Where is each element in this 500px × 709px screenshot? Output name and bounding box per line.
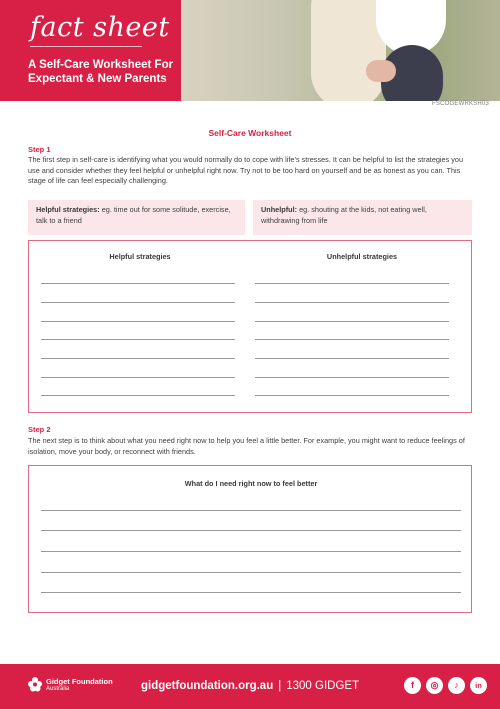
helpful-example-text: eg. time out for some solitude, exercise, talk to a friend (36, 205, 231, 225)
unhelpful-write-line[interactable] (255, 302, 449, 303)
linkedin-icon[interactable]: in (470, 677, 487, 694)
needs-write-line[interactable] (41, 551, 461, 552)
unhelpful-write-line[interactable] (255, 339, 449, 340)
page-title: Self-Care Worksheet (208, 128, 292, 138)
unhelpful-write-line[interactable] (255, 283, 449, 284)
unhelpful-column-heading: Unhelpful strategies (326, 252, 398, 261)
footer-contact (141, 680, 359, 692)
instagram-icon[interactable]: ◎ (426, 677, 443, 694)
header-photo (181, 0, 500, 101)
step2-label: Step 2 (28, 425, 51, 434)
unhelpful-write-line[interactable] (255, 321, 449, 322)
needs-write-line[interactable] (41, 510, 461, 511)
helpful-example-label: Helpful strategies: (36, 205, 100, 214)
phone-number[interactable]: 1300 GIDGET (286, 680, 360, 692)
helpful-write-line[interactable] (41, 339, 235, 340)
helpful-column-heading: Helpful strategies (109, 252, 171, 261)
unhelpful-write-line[interactable] (255, 358, 449, 359)
helpful-write-line[interactable] (41, 358, 235, 359)
contact-separator: | (278, 680, 282, 692)
helpful-write-line[interactable] (41, 377, 235, 378)
helpful-write-line[interactable] (41, 321, 235, 322)
wordmark-underline (30, 46, 142, 47)
helpful-write-line[interactable] (41, 283, 235, 284)
step2-text: The next step is to think about what you need right now to help you feel a little better. For example, you might want to reduce feelings of isolation, move your body, or reconnect with friends. (28, 436, 465, 456)
header-banner (0, 0, 500, 101)
needs-heading: What do I need right now to feel better (184, 479, 318, 488)
document-code: FSCOGEWRKSH03 (432, 101, 489, 107)
strategies-card (28, 240, 472, 413)
needs-write-line[interactable] (41, 592, 461, 593)
tiktok-icon[interactable]: ♪ (448, 677, 465, 694)
header-brand-panel (0, 0, 181, 101)
header-title: A Self-Care Worksheet For Expectant & New Parents (28, 59, 174, 85)
website-link[interactable]: gidgetfoundation.org.au (141, 680, 274, 692)
unhelpful-example-box (253, 200, 472, 235)
unhelpful-example-text: eg. shouting at the kids, not eating well, withdrawing from life (261, 205, 427, 225)
needs-write-line[interactable] (41, 530, 461, 531)
helpful-write-line[interactable] (41, 302, 235, 303)
facebook-icon[interactable]: f (404, 677, 421, 694)
unhelpful-write-line[interactable] (255, 395, 449, 396)
footer-bar (0, 664, 500, 709)
needs-card (28, 465, 472, 613)
unhelpful-example-label: Unhelpful: (261, 205, 298, 214)
step1-text: The first step in self-care is identifying what you would normally do to cope with life’s stresses. It can be helpful to list the strategies you use and consider whether they feel helpful or unhelpful right now. Try not to be too hard on yourself and be as honest as you can. This stage of life can feel especially challenging. (28, 155, 464, 185)
helpful-example-box (28, 200, 245, 235)
helpful-write-line[interactable] (41, 395, 235, 396)
logo-name: Gidget Foundation (46, 677, 113, 686)
needs-write-line[interactable] (41, 572, 461, 573)
fact-sheet-wordmark: fact sheet (30, 12, 170, 43)
logo-sub: Australia (46, 686, 70, 692)
step1-label: Step 1 (28, 145, 51, 154)
unhelpful-write-line[interactable] (255, 377, 449, 378)
gidget-flower-logo-icon (27, 676, 43, 692)
